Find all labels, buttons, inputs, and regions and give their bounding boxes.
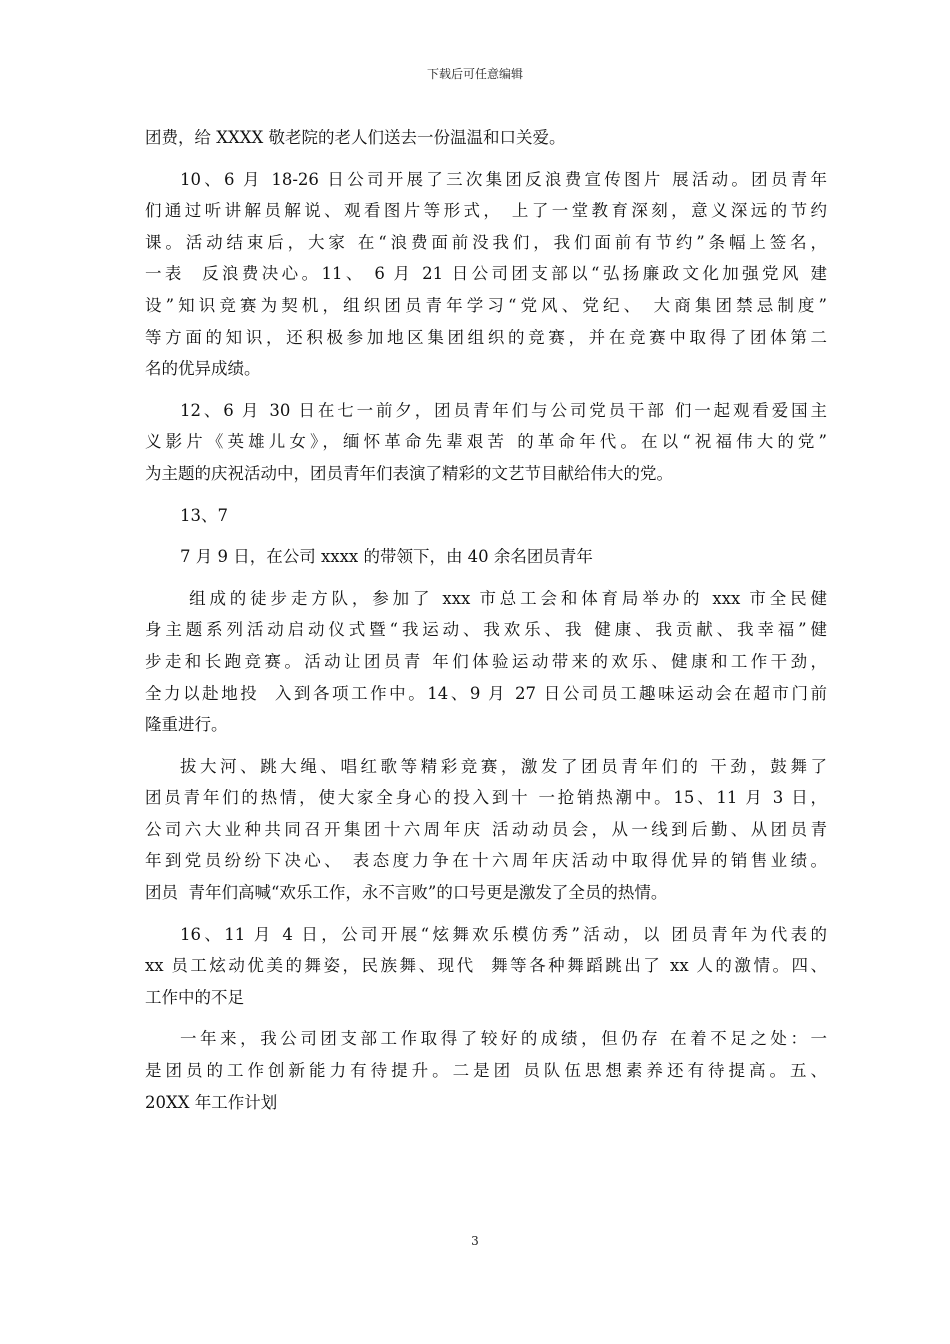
- text-line: 全力以赴地投 入到各项工作中。14、9 月 27 日公司员工趣味运动会在超市门前: [145, 683, 827, 703]
- text-line: 团员青年们的热情，使大家全身心的投入到十 一抢销热潮中。15、11 月 3 日，: [145, 788, 827, 808]
- text-line: 身主题系列活动启动仪式暨“我运动、我欢乐、我 健康、我贡献、我幸福”健: [145, 620, 827, 640]
- text-line: 步走和长跑竞赛。活动让团员青 年们体验运动带来的欢乐、健康和工作干劲，: [145, 651, 827, 671]
- text-line: 工作中的不足: [145, 987, 244, 1007]
- text-line: 16、11 月 4 日，公司开展“炫舞欢乐模仿秀”活动，以 团员青年为代表的: [180, 924, 827, 944]
- text-line: xx 员工炫动优美的舞姿，民族舞、现代 舞等各种舞蹈跳出了 xx 人的激情。四、: [145, 956, 827, 976]
- text-line: 一表 反浪费决心。11、 6 月 21 日公司团支部以“弘扬廉政文化加强党风 建: [145, 264, 827, 284]
- text-line: 为主题的庆祝活动中，团员青年们表演了精彩的文艺节目献给伟大的党。: [145, 463, 673, 483]
- text-line: 课。活动结束后，大家 在“浪费面前没我们，我们面前有节约”条幅上签名，: [145, 232, 827, 252]
- text-line: 10、6 月 18-26 日公司开展了三次集团反浪费宣传图片 展活动。团员青年: [180, 169, 827, 189]
- text-line: 年到党员纷纷下决心、 表态度力争在十六周年庆活动中取得优异的销售业绩。: [145, 851, 827, 871]
- text-line: 团员 青年们高喊“欢乐工作，永不言败”的口号更是激发了全员的热情。: [145, 883, 668, 903]
- page-number: 3: [471, 1234, 479, 1248]
- text-line: 7 月 9 日，在公司 xxxx 的带领下，由 40 余名团员青年: [180, 547, 593, 567]
- text-line: 20XX 年工作计划: [145, 1092, 278, 1112]
- text-line: 名的优异成绩。: [145, 359, 261, 379]
- text-line: 拔大河、跳大绳、唱红歌等精彩竞赛，激发了团员青年们的 干劲，鼓舞了: [180, 756, 827, 776]
- text-line: 设”知识竞赛为契机，组织团员青年学习“党风、党纪、 大商集团禁忌制度”: [145, 295, 827, 315]
- page-header: 下载后可任意编辑: [426, 67, 523, 81]
- text-line: 12、6 月 30 日在七一前夕，团员青年们与公司党员干部 们一起观看爱国主: [180, 400, 827, 420]
- text-line: 隆重进行。: [145, 715, 228, 735]
- text-line: 等方面的知识，还积极参加地区集团组织的竞赛，并在竞赛中取得了团体第二: [145, 327, 827, 347]
- document-body: [145, 122, 827, 1118]
- text-line: 团费，给 XXXX 敬老院的老人们送去一份温温和口关爱。: [145, 128, 566, 147]
- text-line: 组成的徒步走方队，参加了 xxx 市总工会和体育局举办的 xxx 市全民健: [180, 588, 827, 608]
- text-line: 是团员的工作创新能力有待提升。二是团 员队伍思想素养还有待提高。五、: [145, 1061, 827, 1081]
- text-line: 们通过听讲解员解说、观看图片等形式， 上了一堂教育深刻，意义深远的节约: [145, 201, 827, 221]
- text-line: 义影片《英雄儿女》，缅怀革命先辈艰苦 的革命年代。在以“祝福伟大的党”: [145, 432, 827, 452]
- text-line: 公司六大业种共同召开集团十六周年庆 活动动员会，从一线到后勤、从团员青: [145, 819, 827, 839]
- text-line: 13、7: [180, 505, 228, 525]
- text-line: 一年来，我公司团支部工作取得了较好的成绩，但仍存 在着不足之处：一: [180, 1029, 827, 1049]
